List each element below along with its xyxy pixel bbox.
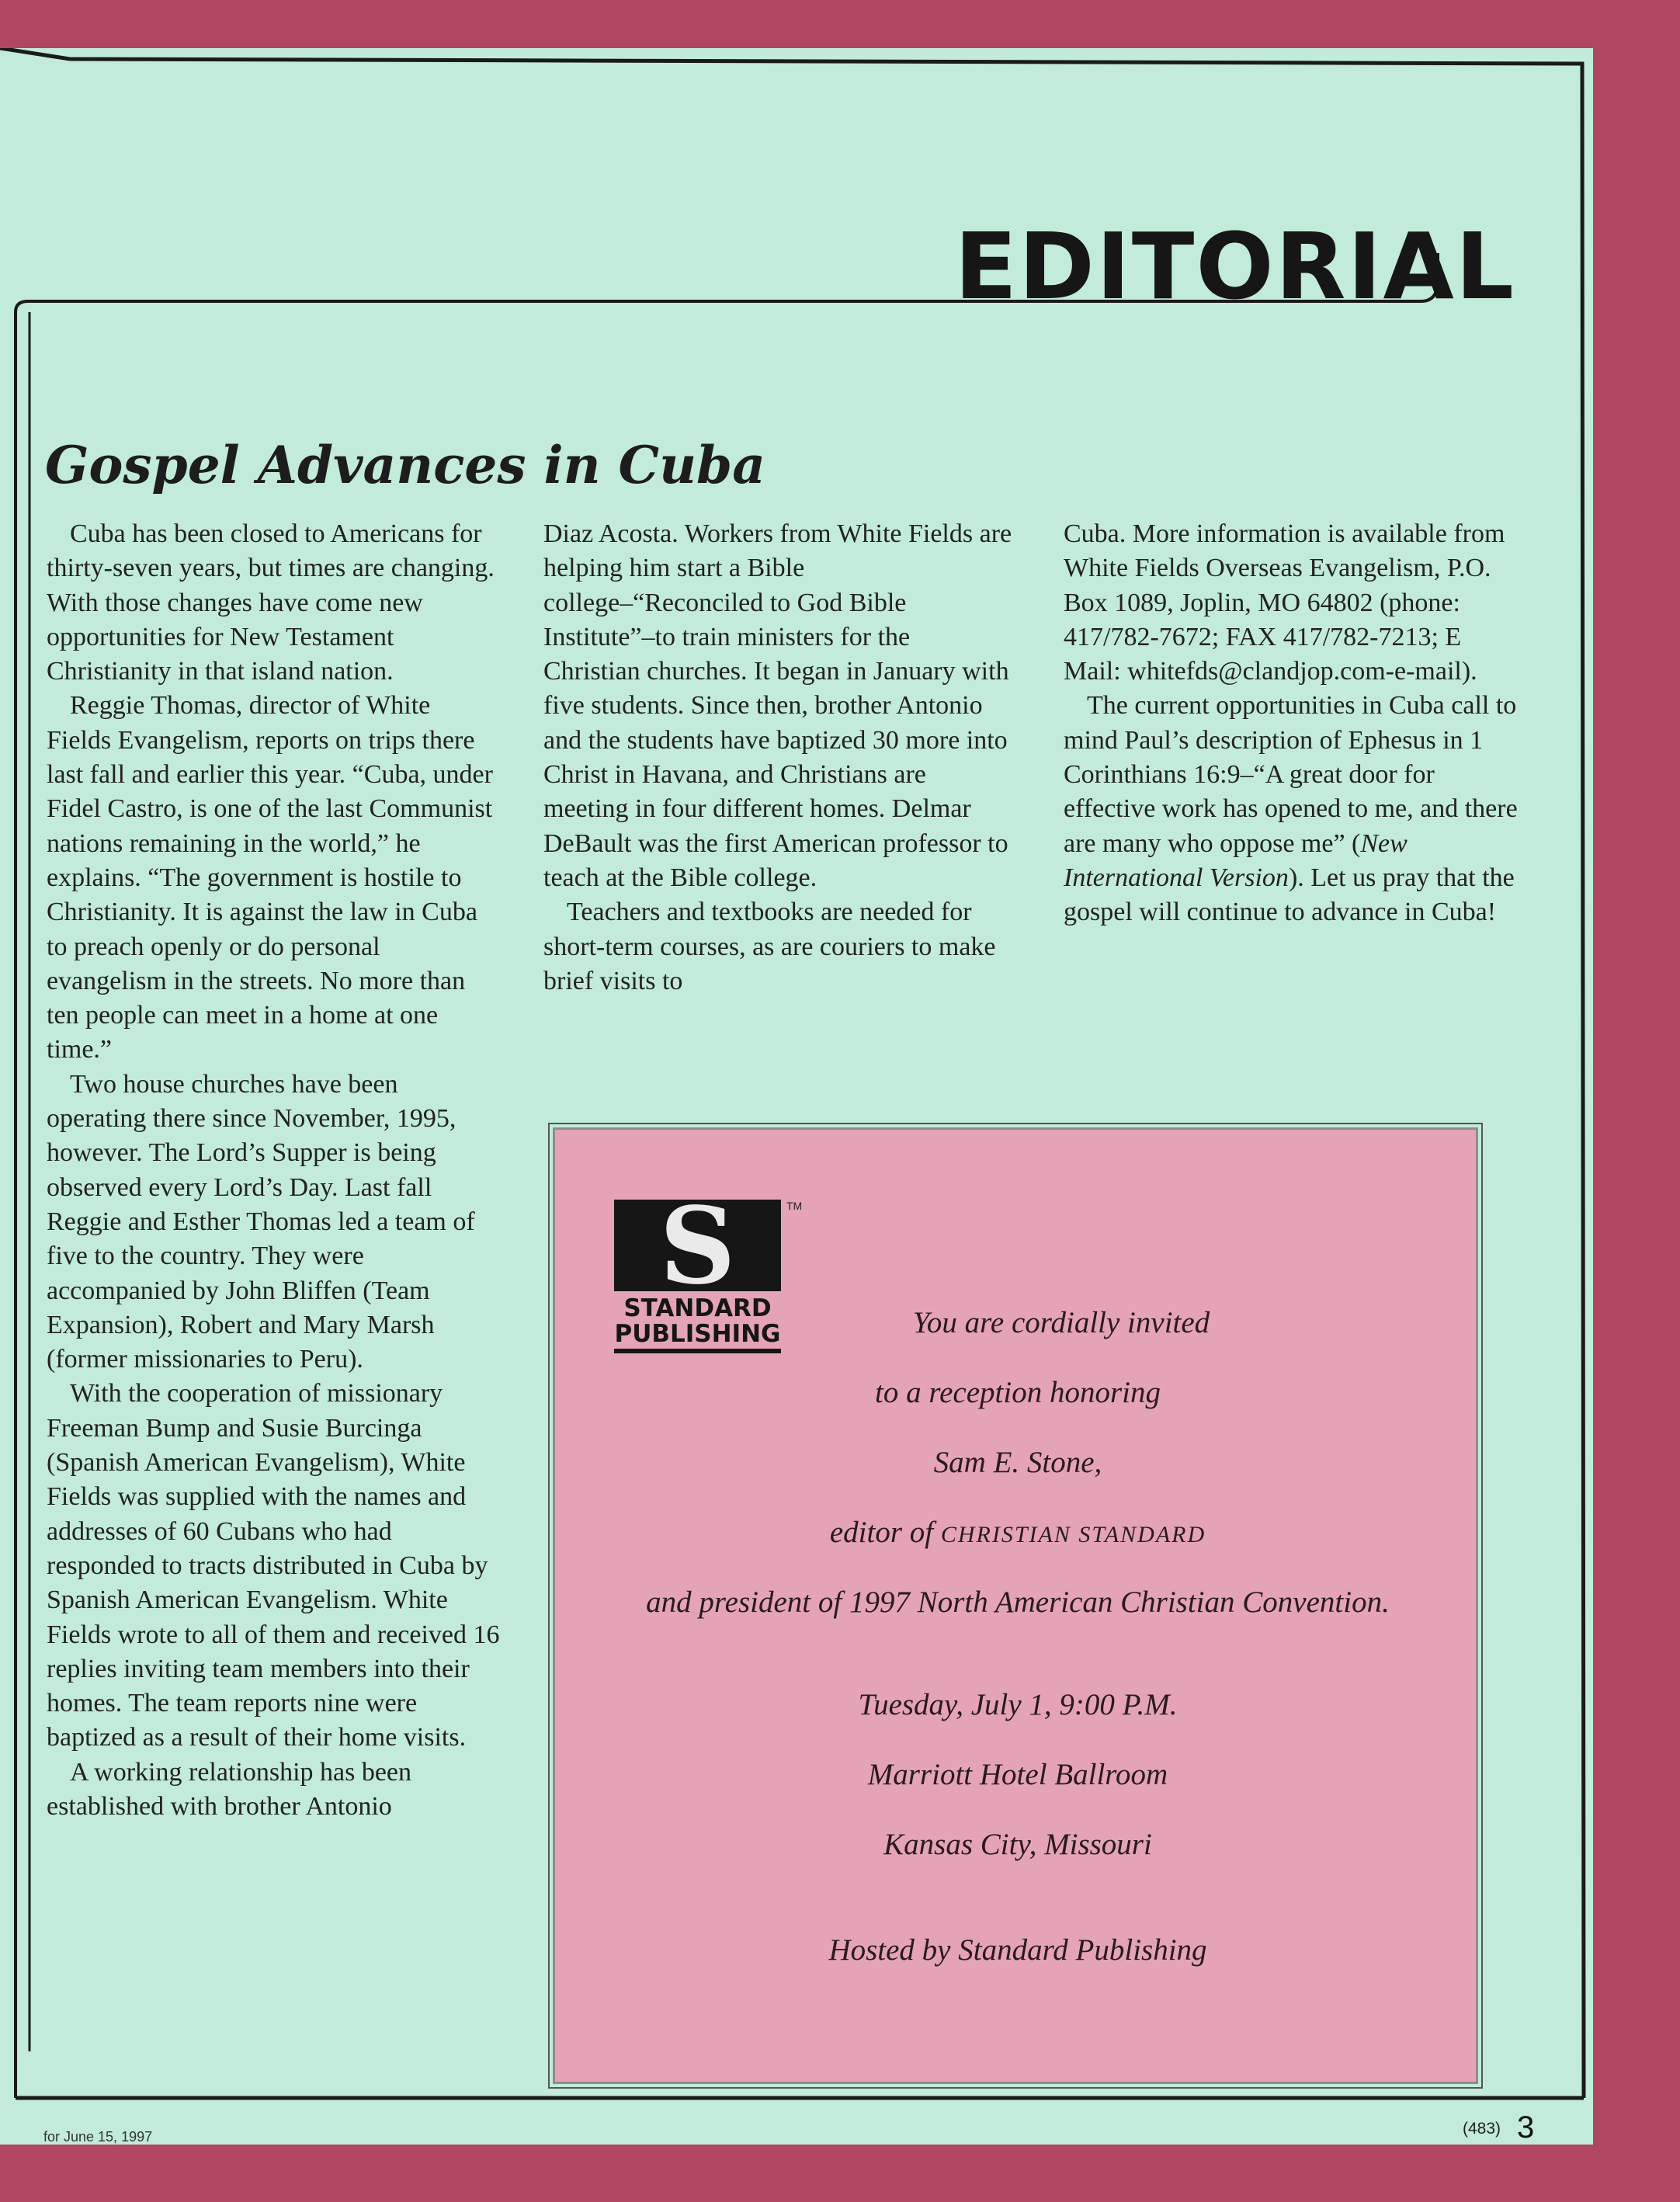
editor-of-text: editor of <box>829 1516 941 1549</box>
footer-folio: (483) <box>1463 2120 1501 2138</box>
invite-line-4 <box>555 1515 1480 1550</box>
event-venue: Marriott Hotel Ballroom <box>867 1758 1168 1791</box>
magazine-page <box>0 48 1593 2145</box>
editorial-masthead: EDITORIAL <box>954 213 1515 320</box>
article-column-3 <box>1064 517 1522 930</box>
invitation-box <box>553 1127 1478 2084</box>
invite-line-5: and president of 1997 North American Christian Convention. <box>646 1586 1390 1619</box>
honoree-name: Sam E. Stone, <box>933 1446 1102 1479</box>
paragraph: Diaz Acosta. Workers from White Fields are helping him start a Bible college–“Reconciled to God Bible Institute”–to train ministers for the Christian churches. It began in January with five students. Since then, brother Antonio and the students have baptized 30 more into Christ in Havana, and Christians are meeting in four different homes. Delmar DeBault was the first American professor to teach at the Bible college. <box>543 519 1012 892</box>
closing-text: ). Let us pray that the gospel will continue to advance in Cuba! <box>1064 863 1515 927</box>
paragraph: A working relationship has been established with brother Antonio <box>47 1757 412 1821</box>
article-column-1 <box>47 517 501 1824</box>
paragraph: Cuba. More information is available from White Fields Overseas Evangelism, P.O. Box 1089, Joplin, MO 64802 (phone: 417/782-7672; FAX 417/782-7213; E Mail: whitefds@clandjop.com-e-mail). <box>1064 519 1505 686</box>
event-date-time: Tuesday, July 1, 9:00 P.M. <box>858 1688 1178 1721</box>
logo-rule <box>614 1349 781 1353</box>
paragraph: Two house churches have been operating there since November, 1995, however. The Lord’s Supper is being observed every Lord’s Day. Last fall Reggie and Esther Thomas led a team of five to the country. They were accompanied by John Bliffen (Team Expansion), Robert and Mary Marsh (former missionaries to Peru). <box>47 1069 475 1374</box>
paragraph: Teachers and textbooks are needed for short-term courses, as are couriers to make brief visits to <box>543 898 996 995</box>
logo-letter: S <box>659 1184 736 1308</box>
footer-issue-date: for June 15, 1997 <box>43 2129 153 2145</box>
punct-open-paren: ( <box>1352 828 1361 858</box>
page-number: 3 <box>1517 2110 1535 2145</box>
bible-version: New International Version <box>1064 828 1408 892</box>
paragraph: Cuba has been closed to Americans for thirty-seven years, but times are changing. With those changes have come new opportunities for New Testament Christianity in that island nation. <box>47 519 495 686</box>
paragraph: Reggie Thomas, director of White Fields Evangelism, reports on trips there last fall and earlier this year. “Cuba, under Fidel Castro, is one of the last Communist nations remaining in the world,” he explains. “The government is hostile to Christianity. It is against the law in Cuba to preach openly or do personal evangelism in the streets. No more than ten people can meet in a home at one time.” <box>47 691 493 1065</box>
logo-line-2: PUBLISHING <box>614 1320 781 1348</box>
publication-name: CHRISTIAN STANDARD <box>940 1522 1206 1547</box>
logo-line-1: STANDARD <box>623 1294 772 1322</box>
event-host: Hosted by Standard Publishing <box>828 1933 1207 1967</box>
quote-text: The current opportunities in Cuba call to mind Paul’s description of Ephesus in 1 Corinthians 16:9–“A great door for effective work has opened to me, and there are many who oppose me” <box>1064 691 1518 858</box>
trademark-symbol: TM <box>786 1200 803 1212</box>
invite-line-1: You are cordially invited <box>912 1306 1210 1339</box>
invite-line-2: to a reception honoring <box>875 1376 1161 1409</box>
article-headline: Gospel Advances in Cuba <box>45 435 765 495</box>
event-city: Kansas City, Missouri <box>883 1828 1152 1861</box>
article-column-2 <box>543 517 1013 999</box>
paragraph <box>1064 689 1522 929</box>
paragraph: With the cooperation of missionary Freeman Bump and Susie Burcinga (Spanish American Evangelism), White Fields was supplied with the names and addresses of 60 Cubans who had responded to tracts distributed in Cuba by Spanish American Evangelism. White Fields wrote to all of them and received 16 replies inviting team members into their homes. The team reports nine were baptized as a result of their home visits. <box>47 1379 500 1752</box>
